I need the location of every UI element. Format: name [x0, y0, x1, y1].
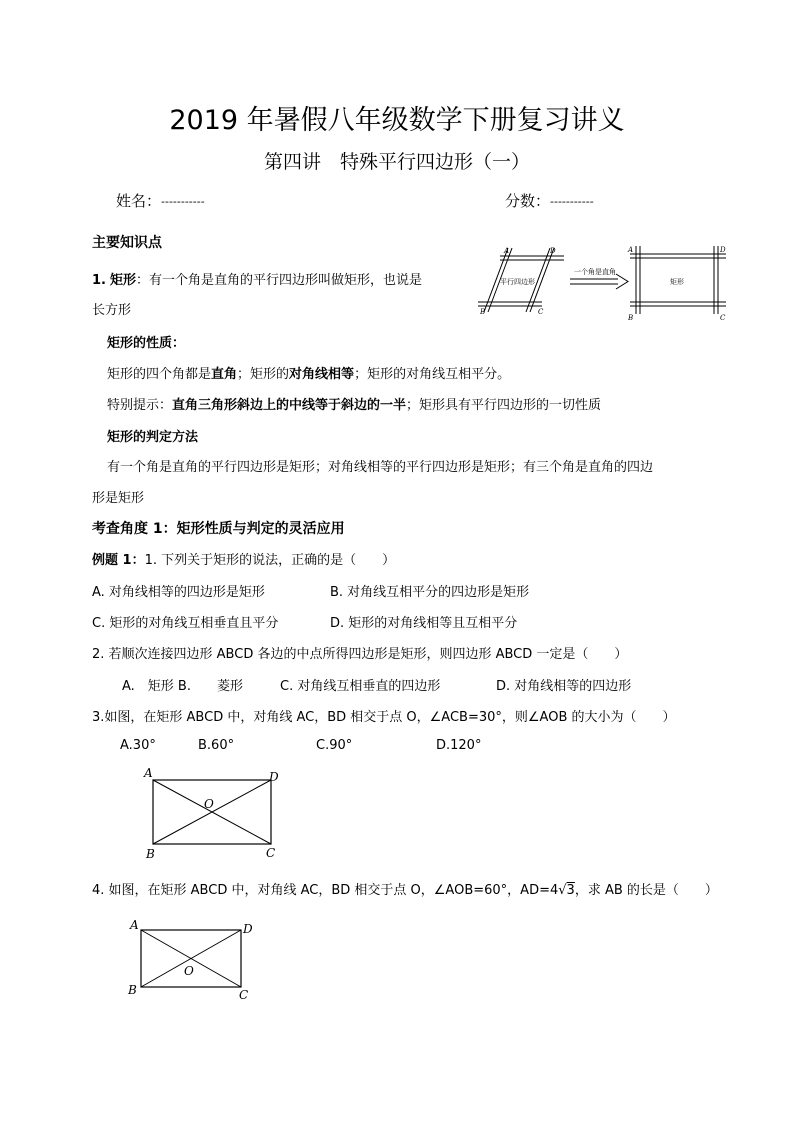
knowledge-heading: 主要知识点: [92, 235, 162, 251]
q4-rectangle-figure: [124, 917, 264, 1003]
judgement-line-2: 形是矩形: [92, 491, 145, 506]
q3-label-c: C: [266, 846, 276, 860]
q2-option-c: C. 对角线互相垂直的四边形: [280, 679, 441, 694]
q3-option-a: A.30°: [120, 738, 156, 753]
properties-line: [107, 363, 510, 382]
parallelogram-to-rectangle-diagram: [470, 238, 750, 328]
rect-vertex-a: A: [628, 246, 634, 254]
q4-label-c: C: [239, 988, 249, 1002]
question-4-text-pre: 4. 如图，在矩形 ABCD 中，对角线 AC，BD 相交于点 O，∠AOB=60°，AD=4: [92, 883, 559, 898]
props-bold-2: 对角线相等: [289, 367, 355, 382]
page-subtitle: 第四讲 特殊平行四边形（一）: [263, 151, 530, 173]
rectangle-label: 矩形: [670, 278, 684, 286]
knowledge-item-1: [92, 269, 422, 288]
item-term: 矩形: [109, 273, 136, 288]
q1-option-a: A. 对角线相等的四边形是矩形: [92, 585, 265, 600]
q4-label-d: D: [243, 922, 253, 936]
judgement-line-1: 有一个角是直角的平行四边形是矩形；对角线相等的平行四边形是矩形；有三个角是直角的四边: [107, 460, 654, 475]
props-text-2: ；矩形的: [237, 367, 290, 382]
page-title: 2019 年暑假八年级数学下册复习讲义: [169, 105, 625, 136]
name-field: [116, 190, 205, 211]
q2-option-d: D. 对角线相等的四边形: [496, 679, 632, 694]
question-3-text: 3.如图，在矩形 ABCD 中，对角线 AC，BD 相交于点 O，∠ACB=30°，则∠AOB 的大小为（ ）: [92, 710, 676, 725]
score-label: 分数：: [505, 192, 551, 210]
q3-label-b: B: [146, 847, 155, 861]
special-tip-line: [107, 394, 601, 413]
item-number: 1.: [92, 273, 106, 288]
diagram-vertex-c: C: [538, 308, 544, 316]
exam-heading: 考查角度 1：矩形性质与判定的灵活应用: [92, 521, 345, 537]
parallelogram-label: 平行四边形: [500, 278, 535, 286]
rect-vertex-d: D: [720, 246, 726, 254]
q3-label-a: A: [144, 766, 153, 780]
q2-option-ab: A. 矩形 B. 菱形: [122, 679, 243, 694]
transform-arrow-icon: [570, 274, 628, 289]
item-definition: ：有一个角是直角的平行四边形叫做矩形，也说是: [136, 273, 423, 288]
q3-rectangle-figure: [140, 766, 290, 862]
question-4-text-post: ，求 AB 的长是（ ）: [574, 883, 718, 898]
q3-label-d: D: [269, 770, 279, 784]
q3-option-d: D.120°: [436, 738, 482, 753]
rect-vertex-c: C: [720, 314, 726, 322]
sqrt-symbol: √: [558, 883, 567, 898]
q4-label-b: B: [128, 983, 137, 997]
diagram-vertex-b: B: [480, 308, 486, 316]
question-1: [92, 549, 395, 568]
name-label: 姓名：: [116, 192, 162, 210]
score-field: [505, 190, 594, 211]
tip-bold: 直角三角形斜边上的中线等于斜边的一半: [172, 398, 407, 413]
q3-label-o: O: [204, 797, 214, 811]
name-blank: -----------: [161, 195, 205, 208]
props-text-3: ；矩形的对角线互相平分。: [354, 367, 511, 382]
sqrt-value: 3: [566, 883, 575, 898]
question-1-text: 1. 下列关于矩形的说法，正确的是（ ）: [144, 553, 396, 568]
question-2-text: 2. 若顺次连接四边形 ABCD 各边的中点所得四边形是矩形，则四边形 ABCD 一定是（ ）: [92, 647, 628, 662]
tip-text: ；矩形具有平行四边形的一切性质: [406, 398, 602, 413]
q1-option-b: B. 对角线互相平分的四边形是矩形: [330, 585, 530, 600]
q3-option-b: B.60°: [198, 738, 235, 753]
question-4: [92, 879, 718, 898]
props-bold-1: 直角: [211, 367, 238, 382]
q1-option-c: C. 矩形的对角线互相垂直且平分: [92, 616, 279, 631]
properties-heading: 矩形的性质：: [107, 336, 186, 351]
q3-option-c: C.90°: [316, 738, 353, 753]
judgement-heading: 矩形的判定方法: [107, 430, 199, 445]
tip-label: 特别提示：: [107, 398, 173, 413]
q4-label-o: O: [184, 964, 194, 978]
diagram-vertex-a: A: [504, 247, 510, 255]
rect-vertex-b: B: [628, 314, 634, 322]
arrow-label: 一个角是直角: [574, 268, 616, 276]
diagram-vertex-d: D: [550, 247, 556, 255]
q1-option-d: D. 矩形的对角线相等且互相平分: [330, 616, 518, 631]
q4-label-a: A: [130, 918, 139, 932]
example-label: 例题 1：: [92, 553, 145, 568]
knowledge-item-1-cont: 长方形: [92, 303, 132, 318]
score-blank: -----------: [550, 195, 594, 208]
props-text-1: 矩形的四个角都是: [107, 367, 212, 382]
